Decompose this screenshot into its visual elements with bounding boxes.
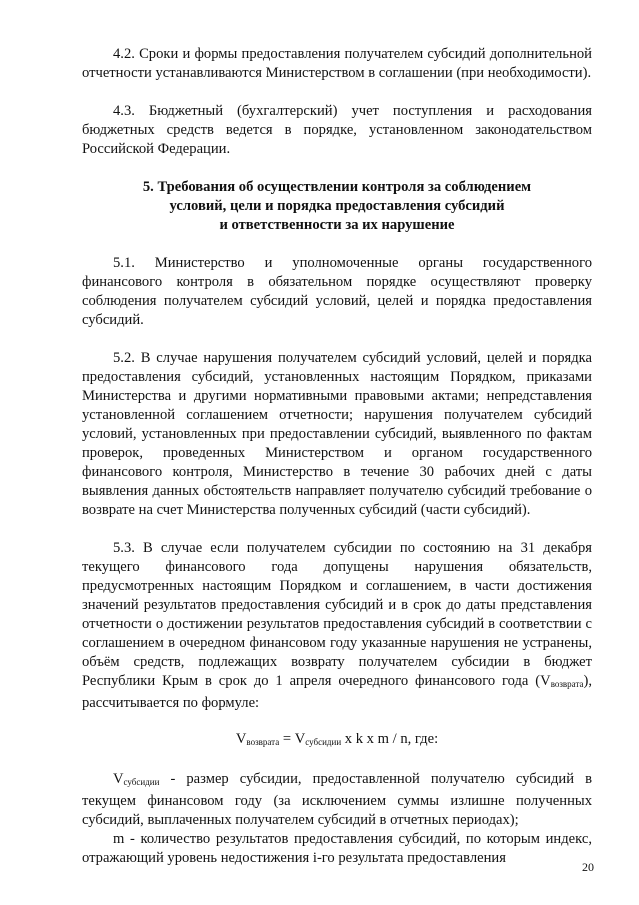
paragraph-5-3-subscript: возврата — [550, 679, 584, 689]
paragraph-4-2: 4.2. Сроки и формы предоставления получателем субсидий дополнительной отчетности устанавливаются Министерством в соглашении (при необходимости). — [82, 46, 592, 81]
formula-middle: = V — [279, 731, 306, 747]
section-5-heading — [82, 178, 592, 235]
section-5-heading-line-2: условий, цели и порядка предоставления субсидий — [169, 198, 505, 214]
section-5-heading-line-3: и ответственности за их нарушение — [219, 217, 455, 233]
paragraph-5-1: 5.1. Министерство и уполномоченные органы государственного финансового контроля в обязательном порядке осуществляют проверку соблюдения получателем субсидий условий, целей и порядка предоставления субсидий. — [82, 255, 592, 328]
formula-left-subscript: возврата — [246, 737, 280, 747]
definition-v-subsidy — [82, 770, 592, 830]
document-body — [82, 45, 592, 868]
definition-v-symbol: V — [113, 771, 124, 787]
definition-v-subscript: субсидии — [123, 777, 160, 787]
paragraph-4-3: 4.3. Бюджетный (бухгалтерский) учет поступления и расходования бюджетных средств ведется в порядке, установленном законодательством Российской Федерации. — [82, 103, 592, 157]
paragraph-5-3 — [82, 539, 592, 713]
paragraph-5-2: 5.2. В случае нарушения получателем субсидий условий, целей и порядка предоставления субсидий, установленных настоящим Порядком, приказами Министерства и другими нормативными правовыми актами; непредставления установленной соглашением отчетности; нарушения получателем субсидий условий, установленных при предоставлении субсидий, выявленного по фактам проверок, проведенных Министерством и органом государственного финансового контроля, Министерство в течение 30 рабочих дней с даты выявления данных обстоятельств направляет получателю субсидий требование о возврате на счет Министерства полученных субсидий (части субсидий). — [82, 350, 592, 518]
formula-right: x k x m / n, где: — [341, 731, 439, 747]
definition-v-text: - размер субсидии, предоставленной получателю субсидий в текущем финансовом году (за исключением суммы излишне полученных субсидий, выплаченных получателем субсидий в отчетных периодах); — [82, 771, 592, 828]
paragraph-5-3-text: 5.3. В случае если получателем субсидии по состоянию на 31 декабря текущего финансового года допущены нарушения обязательств, предусмотренных настоящим Порядком и соглашением, в части достижения значений результатов предоставления субсидий и в срок до даты представления отчетности о достижении результатов предоставления субсидий в соответствии с соглашением в очередном финансовом году указанные нарушения не устранены, объём средств, подлежащих возврату получателем субсидии в бюджет Республики Крым в срок до 1 апреля очередного финансового года (V — [82, 540, 592, 689]
formula-middle-subscript: субсидии — [305, 737, 342, 747]
refund-formula — [82, 730, 592, 752]
definition-m: m - количество результатов предоставления субсидий, по которым индекс, отражающий уровень недостижения i-го результата предоставления — [82, 831, 592, 866]
page-number: 20 — [582, 860, 594, 874]
paragraph-5-3-end: ), рассчитывается по формуле: — [82, 673, 592, 711]
formula-left: V — [235, 731, 247, 747]
section-5-heading-line-1: 5. Требования об осуществлении контроля за соблюдением — [142, 179, 532, 195]
